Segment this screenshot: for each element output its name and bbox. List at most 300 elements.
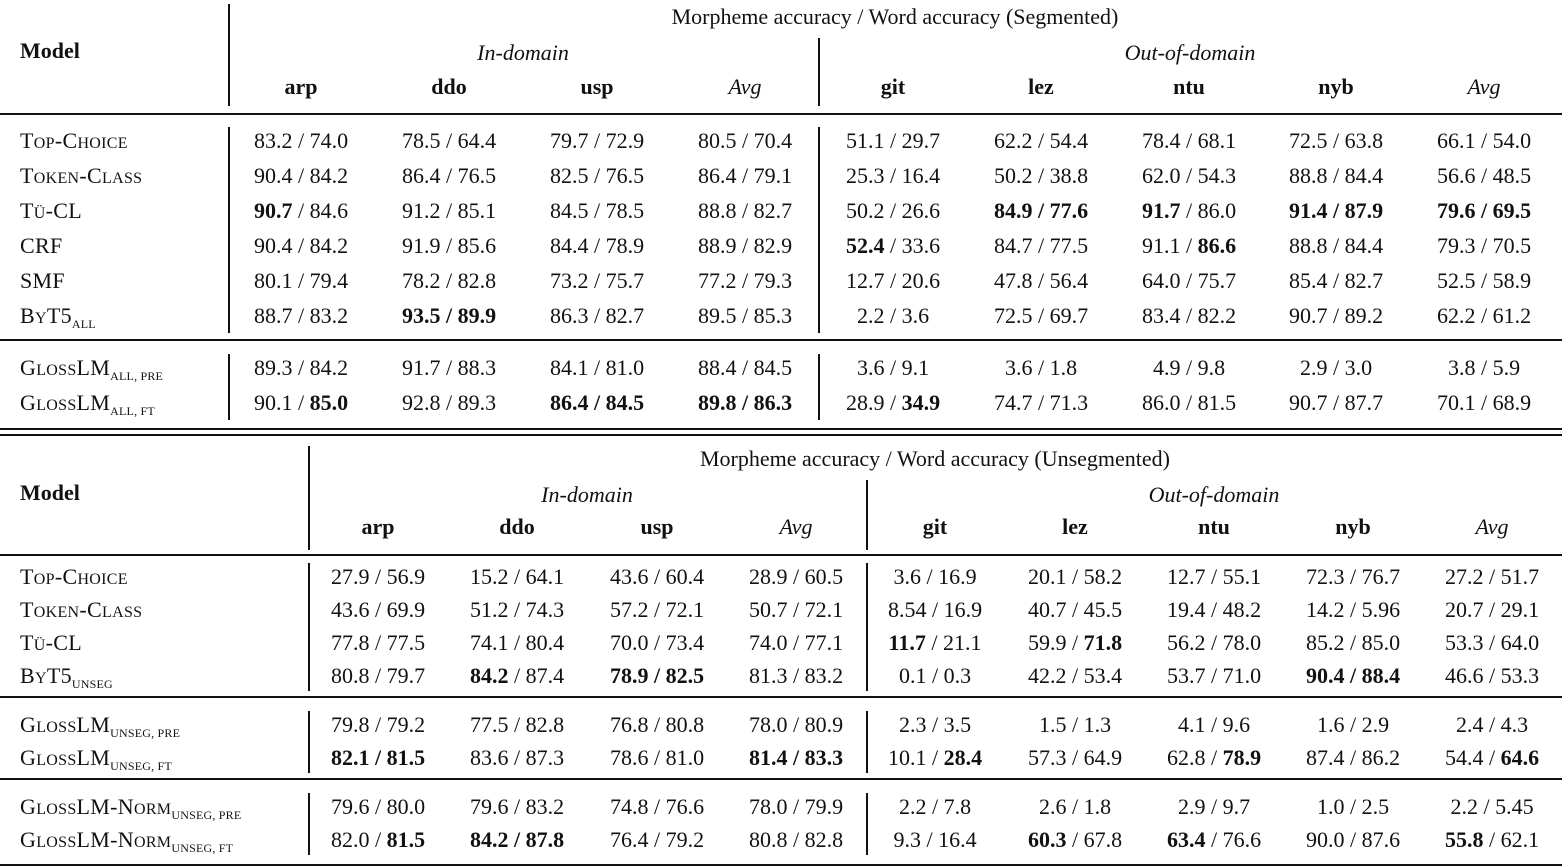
slash-separator: / bbox=[1475, 163, 1493, 188]
word-accuracy: 58.9 bbox=[1492, 268, 1532, 293]
model-subscript: UNSEG, PRE bbox=[171, 808, 242, 822]
model-name-text: BYT5 bbox=[20, 663, 72, 688]
slash-separator: / bbox=[884, 303, 902, 328]
score-cell-git bbox=[860, 790, 1010, 824]
morpheme-accuracy: 91.7 bbox=[401, 355, 441, 380]
morpheme-accuracy: 19.4 bbox=[1166, 597, 1206, 622]
morpheme-accuracy: 77.8 bbox=[330, 630, 370, 655]
morpheme-accuracy: 57.2 bbox=[609, 597, 649, 622]
word-accuracy: 70.4 bbox=[753, 128, 793, 153]
score-cell-avg bbox=[1417, 741, 1567, 775]
slash-separator: / bbox=[508, 630, 526, 655]
word-accuracy: 74.0 bbox=[309, 128, 349, 153]
morpheme-accuracy: 79.8 bbox=[330, 712, 370, 737]
score-cell-avg bbox=[721, 593, 871, 627]
word-accuracy: 86.3 bbox=[753, 390, 793, 415]
score-cell-ntu bbox=[1114, 124, 1264, 158]
model-separator bbox=[308, 793, 310, 855]
word-accuracy: 84.2 bbox=[309, 355, 349, 380]
morpheme-accuracy: 90.4 bbox=[253, 163, 293, 188]
score-cell-arp bbox=[303, 823, 453, 857]
table-row bbox=[0, 229, 1562, 263]
morpheme-accuracy: 72.5 bbox=[993, 303, 1033, 328]
slash-separator: / bbox=[508, 597, 526, 622]
morpheme-accuracy: 79.3 bbox=[1436, 233, 1476, 258]
morpheme-accuracy: 78.0 bbox=[748, 794, 788, 819]
morpheme-accuracy: 51.2 bbox=[469, 597, 509, 622]
word-accuracy: 77.5 bbox=[1049, 233, 1089, 258]
score-cell-lez bbox=[1000, 708, 1150, 742]
score-cell-lez bbox=[1000, 790, 1150, 824]
morpheme-accuracy: 28.9 bbox=[845, 390, 885, 415]
slash-separator: / bbox=[648, 663, 666, 688]
slash-separator: / bbox=[440, 303, 458, 328]
model-name-text: SMF bbox=[20, 268, 65, 293]
slash-separator: / bbox=[1475, 355, 1493, 380]
morpheme-accuracy: 73.2 bbox=[549, 268, 589, 293]
table-row bbox=[0, 124, 1562, 158]
morpheme-accuracy: 79.6 bbox=[1436, 198, 1476, 223]
morpheme-accuracy: 77.2 bbox=[697, 268, 737, 293]
morpheme-accuracy: 4.1 bbox=[1177, 712, 1206, 737]
slash-separator: / bbox=[1477, 794, 1496, 819]
morpheme-accuracy: 46.6 bbox=[1444, 663, 1484, 688]
score-cell-arp bbox=[226, 229, 376, 263]
morpheme-accuracy: 84.5 bbox=[549, 198, 589, 223]
score-cell-usp bbox=[582, 708, 732, 742]
score-cell-usp bbox=[522, 299, 672, 333]
word-accuracy: 78.9 bbox=[605, 233, 645, 258]
word-accuracy: 21.1 bbox=[942, 630, 982, 655]
word-accuracy: 79.1 bbox=[753, 163, 793, 188]
slash-separator: / bbox=[925, 630, 943, 655]
score-cell-ddo bbox=[374, 351, 524, 385]
word-accuracy: 82.7 bbox=[605, 303, 645, 328]
score-cell-avg bbox=[1417, 659, 1567, 693]
morpheme-accuracy: 77.5 bbox=[469, 712, 509, 737]
word-accuracy: 34.9 bbox=[901, 390, 941, 415]
word-accuracy: 79.3 bbox=[753, 268, 793, 293]
table-row bbox=[0, 386, 1562, 420]
morpheme-accuracy: 90.7 bbox=[253, 198, 293, 223]
word-accuracy: 82.9 bbox=[753, 233, 793, 258]
morpheme-accuracy: 56.2 bbox=[1166, 630, 1206, 655]
score-cell-avg bbox=[1417, 790, 1567, 824]
model-name-text: CRF bbox=[20, 233, 63, 258]
word-accuracy: 53.4 bbox=[1083, 663, 1123, 688]
slash-separator: / bbox=[292, 303, 310, 328]
morpheme-accuracy: 3.6 bbox=[856, 355, 885, 380]
score-cell-ddo bbox=[442, 708, 592, 742]
morpheme-accuracy: 10.1 bbox=[887, 745, 927, 770]
model-subscript: UNSEG, FT bbox=[171, 841, 234, 855]
word-accuracy: 3.5 bbox=[943, 712, 972, 737]
score-cell-nyb bbox=[1278, 560, 1428, 594]
word-accuracy: 54.3 bbox=[1197, 163, 1237, 188]
slash-separator: / bbox=[1483, 663, 1501, 688]
word-accuracy: 85.1 bbox=[457, 198, 497, 223]
score-cell-lez bbox=[1000, 560, 1150, 594]
morpheme-accuracy: 63.4 bbox=[1166, 827, 1206, 852]
score-cell-ntu bbox=[1114, 159, 1264, 193]
word-accuracy: 64.4 bbox=[457, 128, 497, 153]
model-name-text: TÜ-CL bbox=[20, 630, 82, 655]
morpheme-accuracy: 27.2 bbox=[1444, 564, 1484, 589]
score-cell-ddo bbox=[374, 194, 524, 228]
score-cell-ntu bbox=[1139, 659, 1289, 693]
model-separator bbox=[228, 127, 230, 333]
word-accuracy: 45.5 bbox=[1083, 597, 1123, 622]
morpheme-accuracy: 2.2 bbox=[1450, 794, 1478, 819]
slash-separator: / bbox=[1483, 597, 1501, 622]
model-name-text: GLOSSLM-NORM bbox=[20, 827, 172, 852]
table-row bbox=[0, 659, 1562, 693]
morpheme-accuracy: 90.1 bbox=[253, 390, 293, 415]
slash-separator: / bbox=[440, 128, 458, 153]
model-name-text: GLOSSLM bbox=[20, 712, 111, 737]
model-column-header: Model bbox=[20, 38, 80, 63]
morpheme-accuracy: 89.5 bbox=[697, 303, 737, 328]
slash-separator: / bbox=[440, 233, 458, 258]
slash-separator: / bbox=[588, 303, 606, 328]
word-accuracy: 76.5 bbox=[605, 163, 645, 188]
slash-separator: / bbox=[1344, 564, 1362, 589]
morpheme-accuracy: 42.2 bbox=[1027, 663, 1067, 688]
column-header-nyb: nyb bbox=[1335, 514, 1371, 539]
slash-separator: / bbox=[884, 355, 902, 380]
morpheme-accuracy: 76.8 bbox=[609, 712, 649, 737]
score-cell-ddo bbox=[374, 124, 524, 158]
score-cell-git bbox=[818, 124, 968, 158]
score-cell-avg bbox=[1409, 159, 1559, 193]
slash-separator: / bbox=[1327, 128, 1345, 153]
morpheme-accuracy: 2.3 bbox=[898, 712, 927, 737]
column-header-git: git bbox=[880, 74, 906, 99]
score-cell-git bbox=[818, 299, 968, 333]
domain-separator bbox=[818, 38, 820, 106]
score-cell-usp bbox=[522, 351, 672, 385]
score-cell-nyb bbox=[1261, 229, 1411, 263]
model-subscript: ALL bbox=[71, 317, 96, 331]
word-accuracy: 69.9 bbox=[386, 597, 426, 622]
slash-separator: / bbox=[1205, 794, 1223, 819]
morpheme-accuracy: 88.8 bbox=[697, 198, 737, 223]
score-cell-usp bbox=[582, 823, 732, 857]
score-cell-lez bbox=[1000, 823, 1150, 857]
slash-separator: / bbox=[1327, 390, 1345, 415]
word-accuracy: 81.5 bbox=[386, 745, 426, 770]
word-accuracy: 83.2 bbox=[309, 303, 349, 328]
slash-separator: / bbox=[648, 630, 666, 655]
model-name-text: GLOSSLM-NORM bbox=[20, 794, 172, 819]
score-cell-nyb bbox=[1261, 299, 1411, 333]
model-name-text: TOKEN-CLASS bbox=[20, 597, 143, 622]
morpheme-accuracy: 80.5 bbox=[697, 128, 737, 153]
slash-separator: / bbox=[588, 128, 606, 153]
score-cell-ntu bbox=[1114, 386, 1264, 420]
slash-separator: / bbox=[1205, 663, 1223, 688]
word-accuracy: 89.9 bbox=[457, 303, 497, 328]
slash-separator: / bbox=[1180, 128, 1198, 153]
out-of-domain-header: Out-of-domain bbox=[1148, 482, 1280, 507]
score-cell-ntu bbox=[1114, 194, 1264, 228]
morpheme-accuracy: 62.0 bbox=[1141, 163, 1181, 188]
word-accuracy: 4.3 bbox=[1500, 712, 1529, 737]
slash-separator: / bbox=[1475, 268, 1493, 293]
word-accuracy: 81.0 bbox=[605, 355, 645, 380]
word-accuracy: 82.5 bbox=[665, 663, 705, 688]
slash-separator: / bbox=[508, 712, 526, 737]
morpheme-accuracy: 2.9 bbox=[1299, 355, 1328, 380]
slash-separator: / bbox=[292, 390, 310, 415]
score-cell-avg bbox=[670, 159, 820, 193]
slash-separator: / bbox=[1344, 597, 1362, 622]
slash-separator: / bbox=[1475, 198, 1493, 223]
slash-separator: / bbox=[440, 198, 458, 223]
slash-separator: / bbox=[1032, 233, 1050, 258]
table-row bbox=[0, 626, 1562, 660]
word-accuracy: 87.8 bbox=[525, 827, 565, 852]
word-accuracy: 5.96 bbox=[1361, 597, 1401, 622]
morpheme-accuracy: 62.8 bbox=[1166, 745, 1206, 770]
score-cell-ddo bbox=[374, 264, 524, 298]
slash-separator: / bbox=[369, 794, 387, 819]
word-accuracy: 16.9 bbox=[943, 597, 983, 622]
score-cell-arp bbox=[226, 386, 376, 420]
morpheme-accuracy: 79.6 bbox=[469, 794, 509, 819]
domain-separator bbox=[818, 127, 820, 333]
word-accuracy: 1.8 bbox=[1083, 794, 1112, 819]
model-name bbox=[20, 823, 233, 857]
table-row bbox=[0, 159, 1562, 193]
word-accuracy: 9.7 bbox=[1222, 794, 1251, 819]
score-cell-git bbox=[818, 386, 968, 420]
header-rule bbox=[0, 113, 1562, 115]
model-column-header: Model bbox=[20, 480, 80, 505]
table-row bbox=[0, 351, 1562, 385]
domain-separator bbox=[818, 354, 820, 420]
slash-separator: / bbox=[508, 794, 526, 819]
morpheme-accuracy: 2.2 bbox=[898, 794, 927, 819]
slash-separator: / bbox=[926, 712, 944, 737]
morpheme-accuracy: 84.2 bbox=[469, 663, 509, 688]
word-accuracy: 85.0 bbox=[309, 390, 349, 415]
slash-separator: / bbox=[1344, 712, 1362, 737]
word-accuracy: 53.3 bbox=[1500, 663, 1540, 688]
slash-separator: / bbox=[1475, 390, 1493, 415]
score-cell-avg bbox=[1409, 194, 1559, 228]
score-cell-ddo bbox=[442, 823, 592, 857]
domain-separator bbox=[866, 793, 868, 855]
word-accuracy: 48.5 bbox=[1492, 163, 1532, 188]
morpheme-accuracy: 2.6 bbox=[1038, 794, 1067, 819]
word-accuracy: 16.4 bbox=[901, 163, 941, 188]
word-accuracy: 16.4 bbox=[938, 827, 977, 852]
slash-separator: / bbox=[787, 712, 805, 737]
score-cell-git bbox=[860, 823, 1010, 857]
morpheme-accuracy: 80.1 bbox=[253, 268, 293, 293]
slash-separator: / bbox=[926, 745, 944, 770]
word-accuracy: 82.2 bbox=[1197, 303, 1237, 328]
score-cell-lez bbox=[966, 159, 1116, 193]
model-subscript: ALL, PRE bbox=[110, 369, 164, 383]
slash-separator: / bbox=[1205, 630, 1223, 655]
slash-separator: / bbox=[736, 233, 754, 258]
morpheme-accuracy: 91.9 bbox=[401, 233, 441, 258]
score-cell-avg bbox=[1409, 124, 1559, 158]
word-accuracy: 86.2 bbox=[1361, 745, 1401, 770]
table-row bbox=[0, 560, 1562, 594]
slash-separator: / bbox=[1066, 630, 1084, 655]
morpheme-accuracy: 72.3 bbox=[1305, 564, 1345, 589]
score-cell-avg bbox=[1409, 264, 1559, 298]
morpheme-accuracy: 93.5 bbox=[401, 303, 441, 328]
word-accuracy: 78.0 bbox=[1222, 630, 1262, 655]
column-header-avg-in: Avg bbox=[779, 514, 813, 539]
column-header-usp: usp bbox=[640, 514, 674, 539]
word-accuracy: 29.7 bbox=[901, 128, 941, 153]
word-accuracy: 56.9 bbox=[386, 564, 426, 589]
score-cell-ntu bbox=[1114, 264, 1264, 298]
score-cell-nyb bbox=[1261, 351, 1411, 385]
morpheme-accuracy: 78.2 bbox=[401, 268, 441, 293]
score-cell-ntu bbox=[1139, 560, 1289, 594]
slash-separator: / bbox=[1205, 564, 1223, 589]
morpheme-accuracy: 64.0 bbox=[1141, 268, 1181, 293]
score-cell-ddo bbox=[374, 299, 524, 333]
score-cell-git bbox=[818, 351, 968, 385]
slash-separator: / bbox=[1180, 390, 1198, 415]
morpheme-accuracy: 90.7 bbox=[1288, 390, 1328, 415]
slash-separator: / bbox=[1180, 268, 1198, 293]
word-accuracy: 85.6 bbox=[457, 233, 497, 258]
word-accuracy: 60.4 bbox=[665, 564, 705, 589]
score-cell-ddo bbox=[374, 386, 524, 420]
model-name-text: GLOSSLM bbox=[20, 355, 111, 380]
score-cell-arp bbox=[226, 194, 376, 228]
slash-separator: / bbox=[926, 663, 944, 688]
word-accuracy: 2.5 bbox=[1361, 794, 1390, 819]
slash-separator: / bbox=[920, 827, 939, 852]
word-accuracy: 29.1 bbox=[1500, 597, 1540, 622]
score-cell-ddo bbox=[442, 659, 592, 693]
morpheme-accuracy: 81.4 bbox=[748, 745, 788, 770]
slash-separator: / bbox=[1327, 303, 1345, 328]
score-cell-avg bbox=[1417, 708, 1567, 742]
slash-separator: / bbox=[440, 390, 458, 415]
score-cell-usp bbox=[522, 229, 672, 263]
score-cell-arp bbox=[303, 708, 453, 742]
morpheme-accuracy: 70.0 bbox=[609, 630, 649, 655]
model-name bbox=[20, 708, 180, 742]
morpheme-accuracy: 79.6 bbox=[330, 794, 370, 819]
slash-separator: / bbox=[1475, 233, 1493, 258]
slash-separator: / bbox=[1344, 630, 1362, 655]
slash-separator: / bbox=[648, 597, 666, 622]
score-cell-avg bbox=[1417, 626, 1567, 660]
score-cell-lez bbox=[966, 351, 1116, 385]
model-name bbox=[20, 159, 142, 193]
slash-separator: / bbox=[440, 163, 458, 188]
table-row bbox=[0, 708, 1562, 742]
slash-separator: / bbox=[1180, 355, 1198, 380]
slash-separator: / bbox=[1475, 303, 1493, 328]
word-accuracy: 82.7 bbox=[753, 198, 793, 223]
column-header-usp: usp bbox=[580, 74, 614, 99]
column-header-ntu: ntu bbox=[1198, 514, 1230, 539]
word-accuracy: 5.45 bbox=[1495, 794, 1534, 819]
slash-separator: / bbox=[1032, 163, 1050, 188]
slash-separator: / bbox=[1205, 597, 1223, 622]
morpheme-accuracy: 79.7 bbox=[549, 128, 589, 153]
score-cell-usp bbox=[522, 194, 672, 228]
score-cell-usp bbox=[582, 741, 732, 775]
word-accuracy: 73.4 bbox=[665, 630, 705, 655]
morpheme-accuracy: 51.1 bbox=[845, 128, 885, 153]
model-name bbox=[20, 626, 82, 660]
score-cell-avg bbox=[721, 790, 871, 824]
slash-separator: / bbox=[1180, 233, 1198, 258]
score-cell-avg bbox=[670, 351, 820, 385]
column-header-git: git bbox=[922, 514, 948, 539]
score-cell-avg bbox=[670, 264, 820, 298]
word-accuracy: 80.8 bbox=[665, 712, 705, 737]
score-cell-git bbox=[860, 659, 1010, 693]
slash-separator: / bbox=[1032, 303, 1050, 328]
word-accuracy: 88.3 bbox=[457, 355, 497, 380]
model-subscript: UNSEG, PRE bbox=[110, 726, 181, 740]
slash-separator: / bbox=[1066, 564, 1084, 589]
in-domain-header: In-domain bbox=[541, 482, 633, 507]
table-row bbox=[0, 823, 1562, 857]
word-accuracy: 71.0 bbox=[1222, 663, 1262, 688]
slash-separator: / bbox=[736, 268, 754, 293]
score-cell-git bbox=[860, 741, 1010, 775]
slash-separator: / bbox=[508, 827, 526, 852]
slash-separator: / bbox=[292, 198, 310, 223]
word-accuracy: 75.7 bbox=[605, 268, 645, 293]
morpheme-accuracy: 89.8 bbox=[697, 390, 737, 415]
score-cell-git bbox=[818, 229, 968, 263]
header-rule bbox=[0, 554, 1562, 556]
morpheme-accuracy: 47.8 bbox=[993, 268, 1033, 293]
domain-separator bbox=[866, 711, 868, 773]
score-cell-git bbox=[860, 626, 1010, 660]
model-name bbox=[20, 351, 163, 385]
score-cell-ddo bbox=[442, 626, 592, 660]
score-cell-ddo bbox=[442, 593, 592, 627]
score-cell-git bbox=[860, 560, 1010, 594]
word-accuracy: 79.2 bbox=[386, 712, 426, 737]
morpheme-accuracy: 60.3 bbox=[1027, 827, 1067, 852]
model-name-text: TOP-CHOICE bbox=[20, 128, 128, 153]
slash-separator: / bbox=[292, 268, 310, 293]
score-cell-arp bbox=[303, 560, 453, 594]
word-accuracy: 61.2 bbox=[1492, 303, 1532, 328]
score-cell-ddo bbox=[442, 741, 592, 775]
morpheme-accuracy: 43.6 bbox=[609, 564, 649, 589]
score-cell-nyb bbox=[1261, 386, 1411, 420]
score-cell-avg bbox=[1417, 823, 1567, 857]
score-cell-lez bbox=[966, 264, 1116, 298]
slash-separator: / bbox=[1327, 268, 1345, 293]
word-accuracy: 64.6 bbox=[1500, 745, 1540, 770]
model-name bbox=[20, 790, 241, 824]
word-accuracy: 58.2 bbox=[1083, 564, 1123, 589]
morpheme-accuracy: 85.2 bbox=[1305, 630, 1345, 655]
score-cell-usp bbox=[522, 264, 672, 298]
morpheme-accuracy: 54.4 bbox=[1444, 745, 1484, 770]
